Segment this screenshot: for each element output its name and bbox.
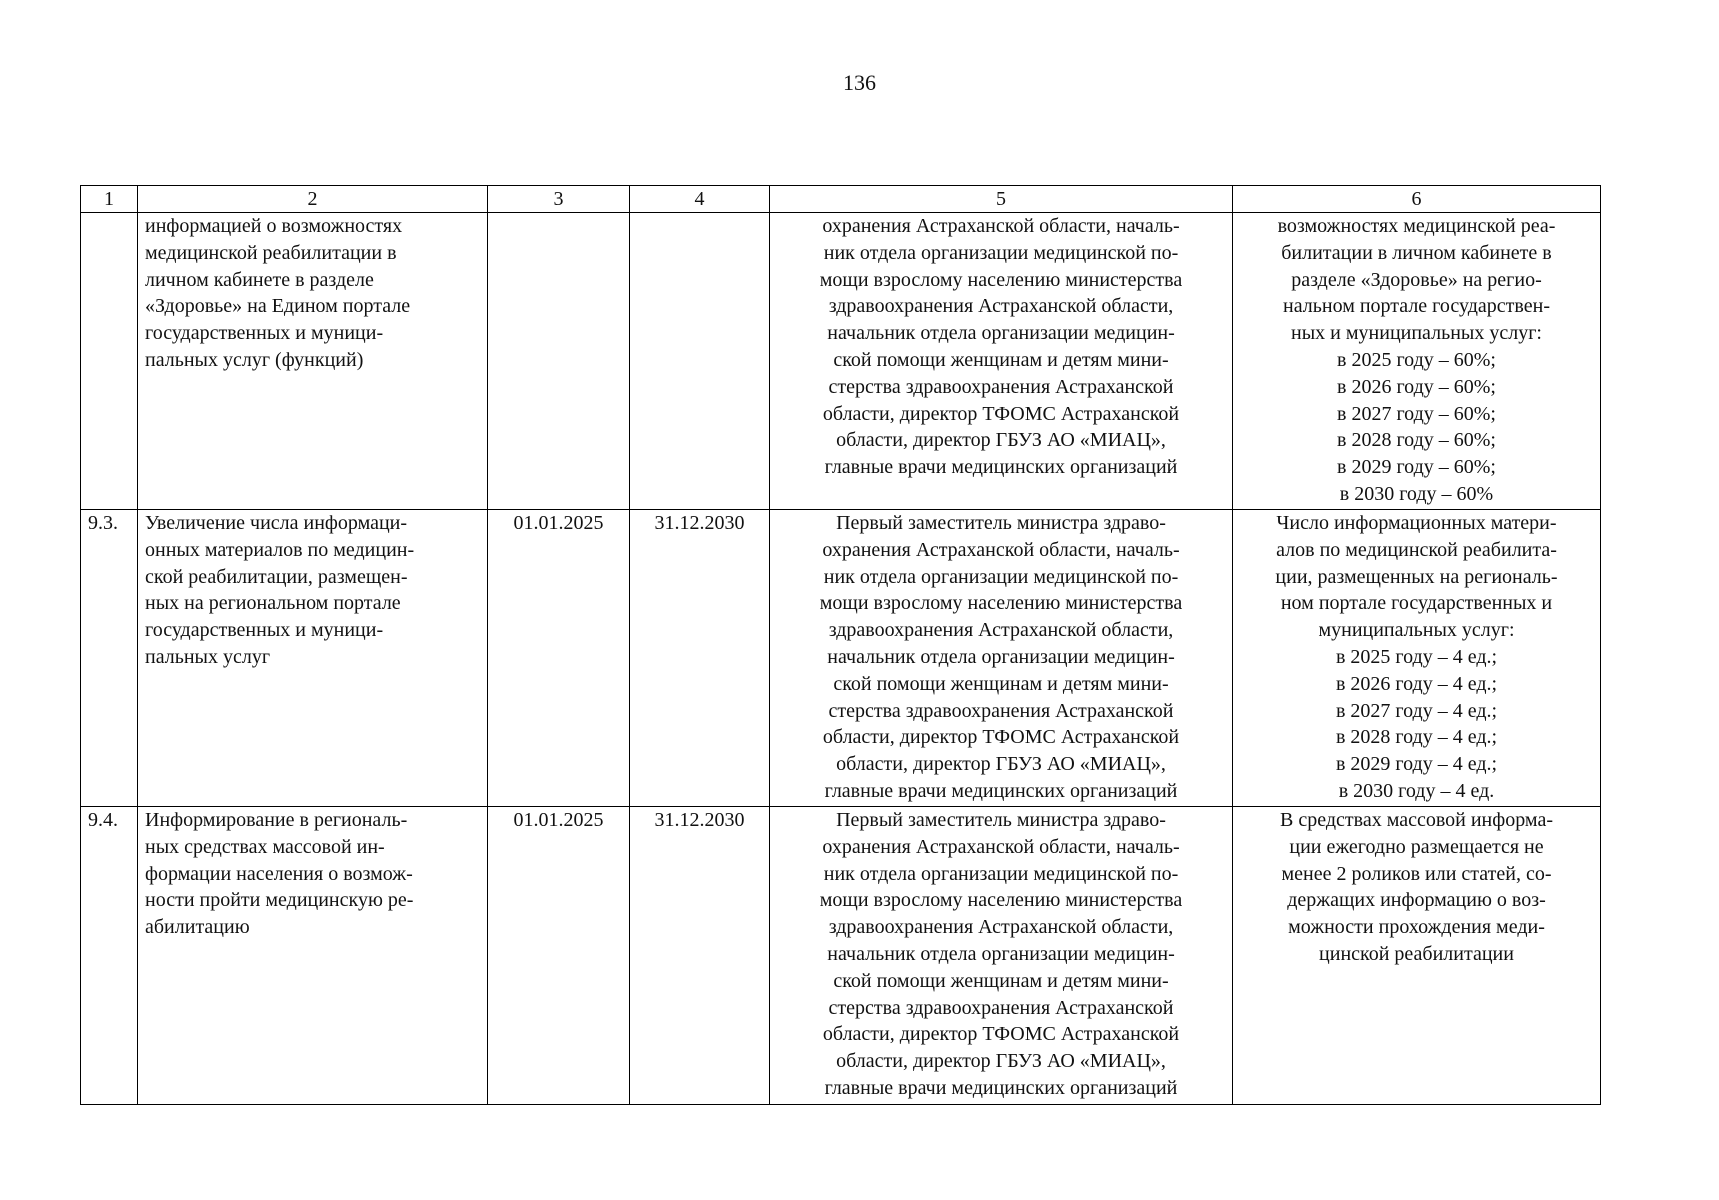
measure-text <box>138 510 488 807</box>
table-row <box>81 510 1601 807</box>
text-line: мощи взрослому населению министерства <box>819 268 1183 291</box>
text-line: ных средствах массовой ин- <box>145 835 385 858</box>
text-line: муниципальных услуг: <box>1318 619 1515 642</box>
column-header-1: 1 <box>81 186 138 213</box>
text-line: медицинской реабилитации в <box>145 241 397 264</box>
text-line: нальном портале государствен- <box>1283 295 1550 318</box>
measures-table <box>80 185 1601 1105</box>
text-line: в 2027 году – 60%; <box>1337 402 1496 425</box>
text-line: государственных и муници- <box>145 619 384 642</box>
text-line: в 2029 году – 4 ед.; <box>1335 753 1498 776</box>
text-line: главные врачи медицинских организаций <box>824 779 1178 802</box>
text-line: пальных услуг (функций) <box>145 348 364 371</box>
text-line: билитации в личном кабинете в <box>1281 241 1552 264</box>
text-line: в 2027 году – 4 ед.; <box>1335 699 1498 722</box>
text-line: держащих информацию о воз- <box>1287 889 1546 912</box>
text-line: пальных услуг <box>145 645 271 668</box>
text-line: онных материалов по медицин- <box>145 538 415 561</box>
text-line: в 2028 году – 4 ед.; <box>1335 726 1498 749</box>
text-line: Первый заместитель министра здраво- <box>836 512 1166 534</box>
text-line: возможностях медицинской реа- <box>1277 215 1556 237</box>
end-date: 31.12.2030 <box>630 510 770 807</box>
text-line: государственных и муници- <box>145 322 384 345</box>
result-text <box>1233 807 1601 1105</box>
text-line: охранения Астраханской области, началь- <box>822 215 1180 237</box>
text-line: области, директор ТФОМС Астраханской <box>822 1023 1180 1046</box>
text-line: ской реабилитации, размещен- <box>145 565 408 588</box>
text-line: охранения Астраханской области, началь- <box>822 835 1180 858</box>
text-line: Первый заместитель министра здраво- <box>836 809 1166 831</box>
text-line: главные врачи медицинских организаций <box>824 456 1178 479</box>
table-row <box>81 213 1601 510</box>
text-line: ном портале государственных и <box>1280 592 1553 615</box>
text-line: здравоохранения Астраханской области, <box>828 295 1174 318</box>
text-line: разделе «Здоровье» на регио- <box>1291 268 1542 291</box>
text-line: ской помощи женщинам и детям мини- <box>833 969 1169 992</box>
text-line: абилитацию <box>145 916 250 939</box>
text-line: в 2025 году – 60%; <box>1337 348 1496 371</box>
text-line: здравоохранения Астраханской области, <box>828 916 1174 939</box>
responsible-text <box>770 807 1233 1105</box>
text-line: менее 2 роликов или статей, со- <box>1281 862 1552 885</box>
text-line: начальник отдела организации медицин- <box>827 322 1175 345</box>
header-row <box>81 186 1601 213</box>
text-line: области, директор ГБУЗ АО «МИАЦ», <box>836 1050 1166 1073</box>
result-text <box>1233 510 1601 807</box>
page-number: 136 <box>843 70 876 95</box>
text-line: в 2030 году – 4 ед. <box>1338 779 1495 802</box>
start-date: 01.01.2025 <box>488 807 630 1105</box>
text-line: в 2028 году – 60%; <box>1337 429 1496 452</box>
text-line: стерства здравоохранения Астраханской <box>828 996 1174 1019</box>
responsible-text <box>770 510 1233 807</box>
column-header-3: 3 <box>488 186 630 213</box>
text-line: можности прохождения меди- <box>1288 916 1545 939</box>
end-date <box>630 213 770 510</box>
measure-text <box>138 213 488 510</box>
text-line: ции, размещенных на региональ- <box>1275 565 1558 588</box>
start-date <box>488 213 630 510</box>
text-line: формации населения о возмож- <box>145 862 413 885</box>
text-line: ник отдела организации медицинской по- <box>823 862 1179 885</box>
text-line: Число информационных матери- <box>1276 512 1557 534</box>
table-row <box>81 807 1601 1105</box>
table-header <box>81 186 1601 213</box>
row-number: 9.3. <box>81 510 138 807</box>
text-line: здравоохранения Астраханской области, <box>828 619 1174 642</box>
end-date: 31.12.2030 <box>630 807 770 1105</box>
text-line: ник отдела организации медицинской по- <box>823 241 1179 264</box>
text-line: ции ежегодно размещается не <box>1289 835 1544 858</box>
row-number: 9.4. <box>81 807 138 1105</box>
text-line: Информирование в региональ- <box>145 809 408 831</box>
text-line: личном кабинете в разделе <box>145 268 374 291</box>
result-text <box>1233 213 1601 510</box>
text-line: области, директор ТФОМС Астраханской <box>822 726 1180 749</box>
text-line: в 2025 году – 4 ед.; <box>1335 645 1498 668</box>
text-line: ных на региональном портале <box>145 592 401 615</box>
text-line: стерства здравоохранения Астраханской <box>828 375 1174 398</box>
text-line: мощи взрослому населению министерства <box>819 889 1183 912</box>
text-line: охранения Астраханской области, началь- <box>822 538 1180 561</box>
text-line: ник отдела организации медицинской по- <box>823 565 1179 588</box>
text-line: информацией о возможностях <box>145 215 403 237</box>
text-line: области, директор ТФОМС Астраханской <box>822 402 1180 425</box>
measure-text <box>138 807 488 1105</box>
text-line: ской помощи женщинам и детям мини- <box>833 348 1169 371</box>
text-line: цинской реабилитации <box>1319 942 1514 965</box>
text-line: области, директор ГБУЗ АО «МИАЦ», <box>836 429 1166 452</box>
row-number <box>81 213 138 510</box>
column-header-4: 4 <box>630 186 770 213</box>
text-line: в 2026 году – 60%; <box>1337 375 1496 398</box>
text-line: главные врачи медицинских организаций <box>824 1076 1178 1099</box>
column-header-6: 6 <box>1233 186 1601 213</box>
text-line: В средствах массовой информа- <box>1280 809 1553 831</box>
text-line: «Здоровье» на Едином портале <box>145 295 411 318</box>
text-line: алов по медицинской реабилита- <box>1276 538 1557 561</box>
text-line: мощи взрослому населению министерства <box>819 592 1183 615</box>
start-date: 01.01.2025 <box>488 510 630 807</box>
responsible-text <box>770 213 1233 510</box>
text-line: Увеличение числа информаци- <box>145 512 408 534</box>
text-line: ных и муниципальных услуг: <box>1291 322 1542 345</box>
text-line: в 2030 году – 60% <box>1339 482 1494 505</box>
text-line: стерства здравоохранения Астраханской <box>828 699 1174 722</box>
text-line: ской помощи женщинам и детям мини- <box>833 672 1169 695</box>
text-line: в 2026 году – 4 ед.; <box>1335 672 1498 695</box>
text-line: начальник отдела организации медицин- <box>827 645 1175 668</box>
text-line: ности пройти медицинскую ре- <box>145 889 414 912</box>
column-header-5: 5 <box>770 186 1233 213</box>
text-line: начальник отдела организации медицин- <box>827 942 1175 965</box>
text-line: области, директор ГБУЗ АО «МИАЦ», <box>836 753 1166 776</box>
text-line: в 2029 году – 60%; <box>1337 456 1496 479</box>
column-header-2: 2 <box>138 186 488 213</box>
